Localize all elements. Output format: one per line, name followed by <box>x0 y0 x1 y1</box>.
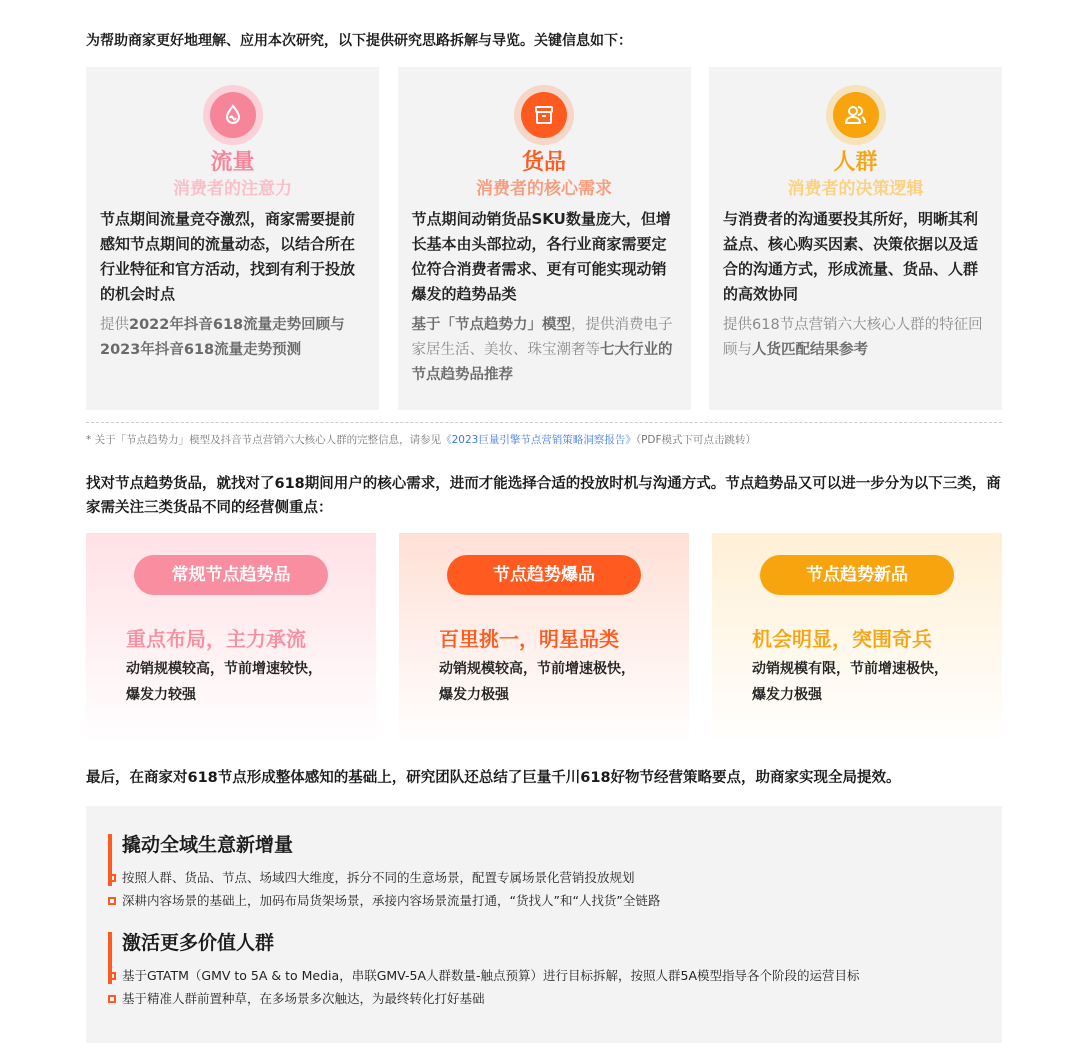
users-icon <box>833 92 879 138</box>
bullet-item <box>86 987 1002 1010</box>
type-card-hot <box>399 533 689 745</box>
type-heading: 机会明显，突围奇兵 <box>752 627 932 651</box>
card-subtitle: 消费者的决策逻辑 <box>787 179 924 199</box>
card-detail <box>100 313 365 363</box>
card-detail <box>723 313 988 363</box>
footnote <box>86 432 756 447</box>
key-info-cards <box>86 67 1002 410</box>
card-body: 与消费者的沟通要投其所好，明晰其利益点、核心购买因素、决策依据以及适合的沟通方式，形成流量、货品、人群的高效协同 <box>723 210 979 303</box>
card-body: 节点期间动销货品SKU数量庞大，但增长基本由头部拉动，各行业商家需要定位符合消费者需求、更有可能实现动销爆发的趋势品类 <box>411 210 671 303</box>
section-heading: 撬动全域生意新增量 <box>122 834 294 856</box>
card-audience <box>709 67 1002 410</box>
strategy-section <box>86 930 1002 1010</box>
strategy-box <box>86 806 1002 1043</box>
detail-segment: 提供618节点营销六大核心人群的特征回顾与 <box>723 317 983 358</box>
desc-line: 爆发力极强 <box>752 687 822 703</box>
type-pill: 常规节点趋势品 <box>134 555 328 595</box>
accent-bar <box>108 932 112 984</box>
card-title: 流量 <box>210 150 255 175</box>
detail-segment: 人货匹配结果参考 <box>752 342 868 358</box>
footnote-suffix: （PDF模式下可点击跳转） <box>635 434 757 446</box>
type-pill: 节点趋势爆品 <box>447 555 641 595</box>
desc-line: 动销规模较高，节前增速较快， <box>126 661 322 677</box>
card-body: 节点期间流量竞夺激烈，商家需要提前感知节点期间的流量动态，以结合所在行业特征和官方活动，找到有利于投放的机会时点 <box>100 210 356 303</box>
icon-ring <box>203 85 263 145</box>
detail-segment: 基于「节点趋势力」模型 <box>411 317 571 333</box>
square-bullet-icon <box>108 995 116 1003</box>
trend-type-cards <box>86 533 1002 745</box>
summary-paragraph: 最后，在商家对618节点形成整体感知的基础上，研究团队还总结了巨量千川618好物节经营策略要点，助商家实现全局提效。 <box>86 770 901 786</box>
desc-line: 动销规模有限，节前增速极快， <box>752 661 948 677</box>
card-subtitle: 消费者的注意力 <box>173 179 292 199</box>
detail-segment: 七大行业的节点趋势品推荐 <box>411 342 673 383</box>
card-traffic <box>86 67 379 410</box>
bullet-text: 基于精准人群前置种草，在多场景多次触达，为最终转化打好基础 <box>122 991 485 1006</box>
section-heading: 激活更多价值人群 <box>122 932 275 954</box>
water-drop-icon <box>210 92 256 138</box>
type-description <box>86 656 376 708</box>
bullet-item <box>86 964 1002 987</box>
card-detail <box>412 313 677 388</box>
card-goods <box>398 67 691 410</box>
intro-text: 为帮助商家更好地理解、应用本次研究，以下提供研究思路拆解与导览。关键信息如下： <box>86 33 632 49</box>
card-title: 人群 <box>833 150 878 175</box>
detail-segment: 提供 <box>100 317 129 333</box>
bullet-text: 深耕内容场景的基础上，加码布局货架场景，承接内容场景流量打通，“货找人”和“人找货”全链路 <box>122 893 661 908</box>
trend-paragraph: 找对节点趋势货品，就找对了618期间用户的核心需求，进而才能选择合适的投放时机与沟通方式。节点趋势品又可以进一步分为以下三类，商家需关注三类货品不同的经营侧重点： <box>86 476 1001 516</box>
desc-line: 爆发力较强 <box>126 687 196 703</box>
icon-ring <box>514 85 574 145</box>
type-description <box>399 656 689 708</box>
card-title: 货品 <box>521 150 566 175</box>
footnote-text: * 关于「节点趋势力」模型及抖音节点营销六大核心人群的完整信息，请参见 <box>86 434 442 446</box>
type-description <box>712 656 1002 708</box>
divider <box>86 422 1002 423</box>
strategy-section <box>86 832 1002 912</box>
box-icon <box>521 92 567 138</box>
icon-ring <box>826 85 886 145</box>
type-card-regular <box>86 533 376 745</box>
report-link[interactable]: 《2023巨量引擎节点营销策略洞察报告》 <box>441 434 636 446</box>
square-bullet-icon <box>108 897 116 905</box>
type-card-new <box>712 533 1002 745</box>
bullet-item <box>86 889 1002 912</box>
bullet-text: 按照人群、货品、节点、场域四大维度，拆分不同的生意场景，配置专属场景化营销投放规划 <box>122 870 635 885</box>
detail-segment: ，提供消费电子家居生活、美妆、珠宝潮奢等 <box>411 317 673 358</box>
type-heading: 百里挑一，明星品类 <box>439 627 619 651</box>
accent-bar <box>108 834 112 886</box>
type-pill: 节点趋势新品 <box>760 555 954 595</box>
type-heading: 重点布局，主力承流 <box>126 627 306 651</box>
desc-line: 爆发力极强 <box>439 687 509 703</box>
bullet-item <box>86 866 1002 889</box>
card-subtitle: 消费者的核心需求 <box>476 179 612 199</box>
detail-segment: 2022年抖音618流量走势回顾与2023年抖音618流量走势预测 <box>100 317 345 358</box>
desc-line: 动销规模较高，节前增速极快， <box>439 661 635 677</box>
bullet-text: 基于GTATM（GMV to 5A & to Media，串联GMV-5A人群数量-触点预算）进行目标拆解，按照人群5A模型指导各个阶段的运营目标 <box>122 968 860 983</box>
